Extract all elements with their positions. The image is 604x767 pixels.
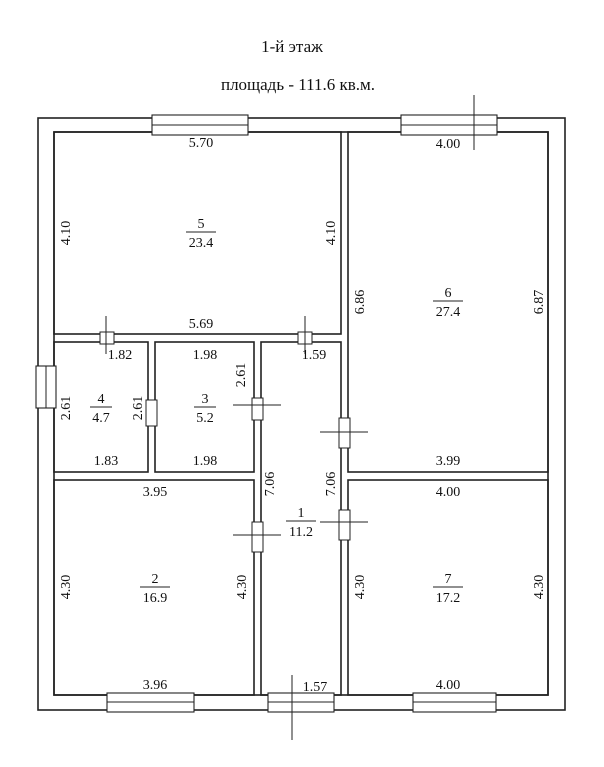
room-5-number: 5	[197, 217, 205, 232]
dim-room-6-right: 6.87	[532, 289, 547, 315]
dim-room-3-bottom: 1.98	[192, 454, 218, 469]
floor-area: площадь - 111.6 кв.м.	[220, 75, 376, 94]
dim-room-6-top: 4.00	[435, 137, 461, 152]
room-1-area: 11.2	[289, 525, 313, 540]
door-room-7	[339, 510, 350, 540]
dim-room-2-bottom: 3.96	[142, 678, 168, 693]
room-6-number: 6	[444, 286, 452, 301]
dim-room-7-top: 4.00	[435, 485, 461, 500]
dim-room-4-right: 2.61	[131, 395, 146, 421]
room-4-area: 4.7	[92, 411, 110, 426]
door-room-6	[339, 418, 350, 448]
dim-room-5-right: 4.10	[324, 220, 339, 246]
room-1-number: 1	[297, 506, 305, 521]
room-3-area: 5.2	[196, 411, 214, 426]
room-2-area: 16.9	[142, 591, 168, 606]
door-room-2	[252, 522, 263, 552]
dim-room-6-bottom: 3.99	[435, 454, 461, 469]
dim-room-5-left: 4.10	[59, 220, 74, 246]
room-5-outline	[54, 132, 341, 334]
dim-room-3-top: 1.98	[192, 348, 218, 363]
room-4-number: 4	[97, 392, 105, 407]
dim-room-1-bottom: 1.57	[302, 680, 328, 695]
dim-room-1-left: 7.06	[263, 471, 278, 497]
dim-room-4-bottom: 1.83	[93, 454, 119, 469]
door-room-4	[146, 400, 157, 426]
door-room-3	[252, 398, 263, 420]
dim-room-3-right: 2.61	[234, 362, 249, 388]
room-7-area: 17.2	[435, 591, 461, 606]
dim-room-4-top: 1.82	[107, 348, 133, 363]
dim-room-4-left: 2.61	[59, 395, 74, 421]
room-3-number: 3	[201, 392, 209, 407]
room-2-number: 2	[151, 572, 159, 587]
dim-room-2-top: 3.95	[142, 485, 168, 500]
door-room-5	[100, 332, 114, 344]
dim-room-5-bottom: 5.69	[188, 317, 214, 332]
dim-room-2-right: 4.30	[235, 574, 250, 600]
room-7-number: 7	[444, 572, 452, 587]
dim-room-1-right: 7.06	[324, 471, 339, 497]
dim-room-7-left: 4.30	[353, 574, 368, 600]
exterior-wall-inner	[54, 132, 548, 695]
exterior-wall-outer	[38, 118, 565, 710]
dim-room-1-top: 1.59	[301, 348, 327, 363]
room-6-area: 27.4	[435, 305, 461, 320]
room-6-outline	[348, 132, 548, 472]
dim-room-6-left: 6.86	[353, 289, 368, 315]
dim-room-2-left: 4.30	[59, 574, 74, 600]
dim-room-7-bottom: 4.00	[435, 678, 461, 693]
dim-room-5-top: 5.70	[188, 136, 214, 151]
room-5-area: 23.4	[188, 236, 214, 251]
floor-title: 1-й этаж	[261, 37, 323, 56]
dim-room-7-right: 4.30	[532, 574, 547, 600]
